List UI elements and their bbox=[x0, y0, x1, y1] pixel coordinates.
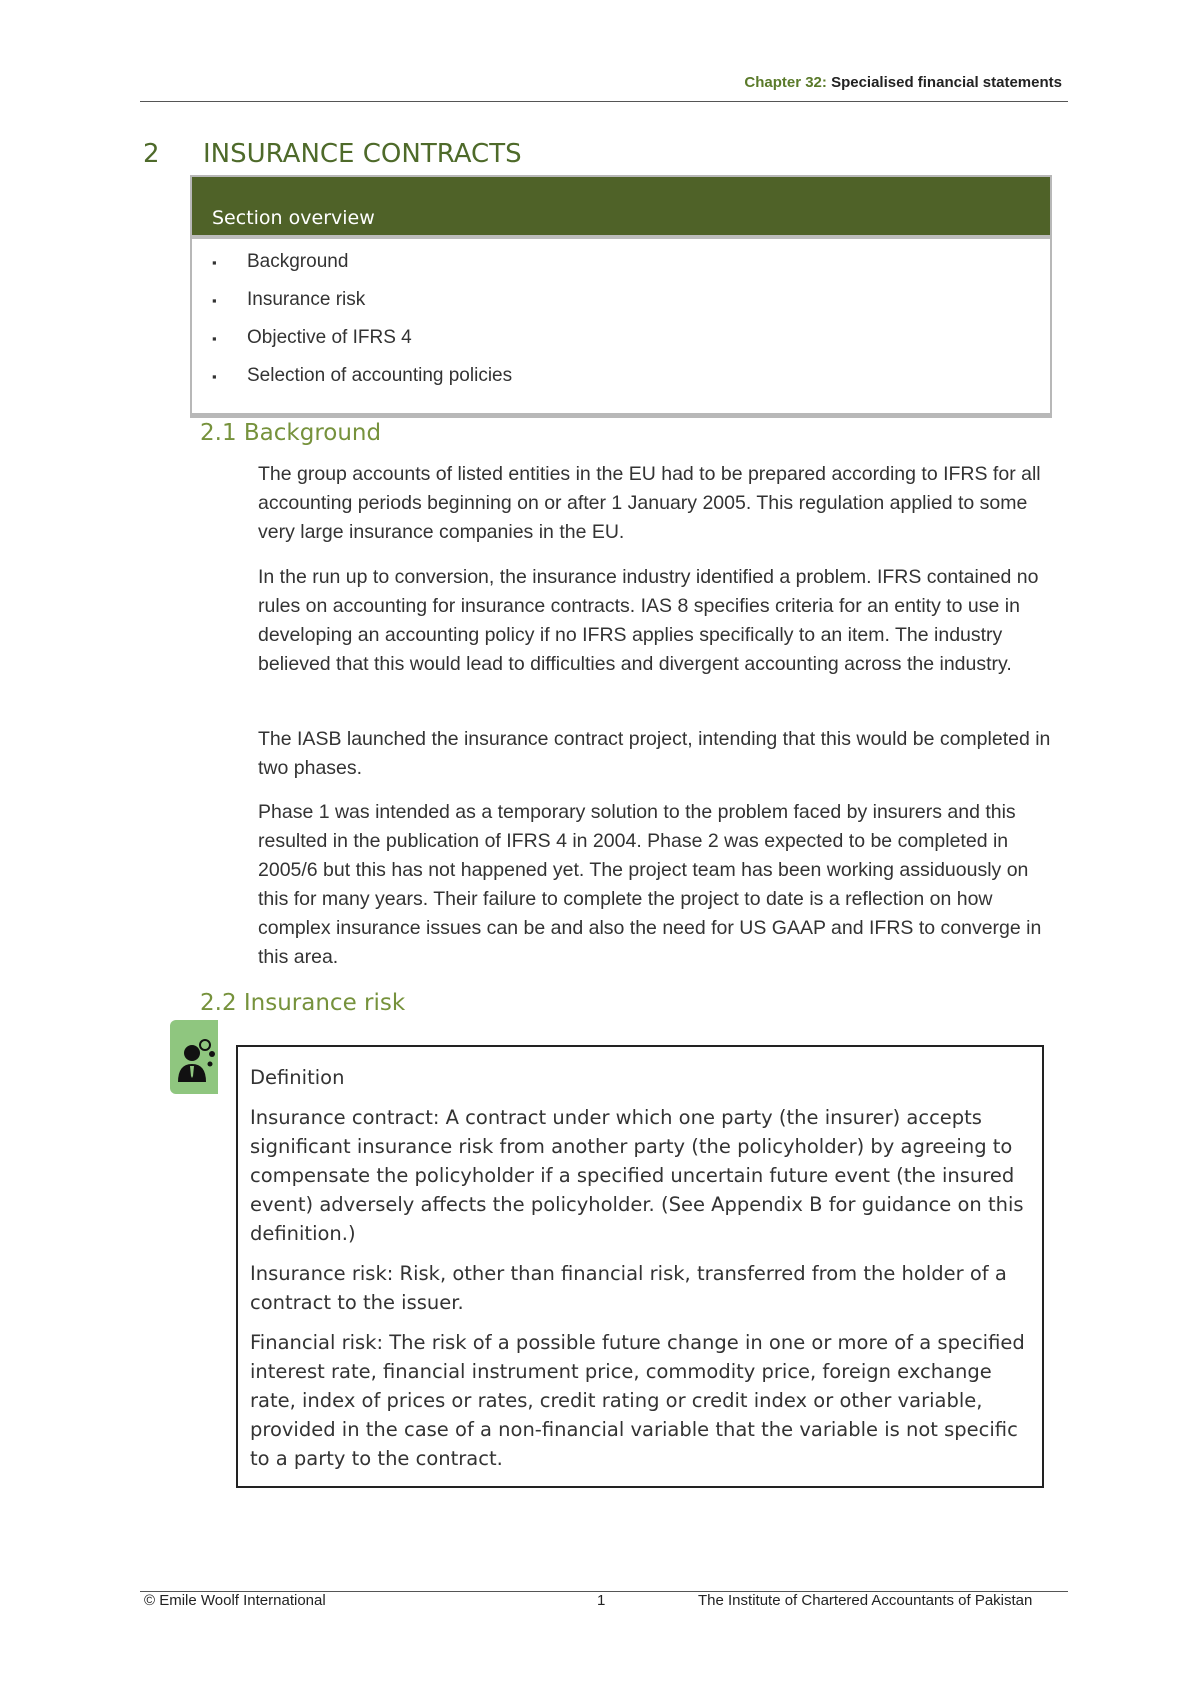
header-divider bbox=[140, 101, 1068, 102]
section-number: 2 bbox=[143, 139, 160, 169]
section-overview-bar bbox=[192, 177, 1050, 239]
background-paragraph: The group accounts of listed entities in the EU had to be prepared according to IFRS for all accounting periods beginning on or after 1 January 2005. This regulation applied to some very large insurance companies in the EU. bbox=[258, 463, 1041, 543]
definition-title: Definition bbox=[250, 1066, 345, 1089]
chapter-title: Specialised financial statements bbox=[831, 74, 1062, 91]
overview-item bbox=[212, 289, 1050, 327]
person-speaking-icon bbox=[170, 1020, 218, 1094]
section-overview-box bbox=[190, 175, 1052, 418]
definition-box bbox=[236, 1045, 1044, 1488]
overview-item-label: Selection of accounting policies bbox=[247, 365, 513, 386]
overview-item bbox=[212, 365, 1050, 403]
background-paragraph: In the run up to conversion, the insurance industry identified a problem. IFRS contained no rules on accounting for insurance contracts. IAS 8 specifies criteria for an entity to use in developing an accounting policy if no IFRS applies specifically to an item. The industry believed that this would lead to difficulties and divergent accounting across the industry. bbox=[258, 566, 1039, 675]
overview-item-label: Background bbox=[247, 251, 349, 272]
background-paragraph: Phase 1 was intended as a temporary solution to the problem faced by insurers and this resulted in the publication of IFRS 4 in 2004. Phase 2 was expected to be completed in 2005/6 but this has not happened yet. The project team has been working assiduously on this for many years. Their failure to complete the project to date is a reflection on how complex insurance issues can be and also the need for US GAAP and IFRS to converge in this area. bbox=[258, 801, 1042, 968]
chapter-label: Chapter 32: bbox=[744, 74, 827, 91]
bullet-icon: ▪ bbox=[212, 293, 217, 308]
overview-item-label: Insurance risk bbox=[247, 289, 366, 310]
overview-item-label: Objective of IFRS 4 bbox=[247, 327, 412, 348]
definition-text: Insurance risk: Risk, other than financial risk, transferred from the holder of a contract to the issuer. bbox=[250, 1262, 1007, 1314]
bullet-icon: ▪ bbox=[212, 369, 217, 384]
page-number: 1 bbox=[597, 1592, 606, 1609]
section-title: INSURANCE CONTRACTS bbox=[203, 139, 522, 169]
bullet-icon: ▪ bbox=[212, 331, 217, 346]
section-overview-list bbox=[192, 239, 1050, 403]
overview-item bbox=[212, 251, 1050, 289]
insurance-risk-heading: 2.2 Insurance risk bbox=[200, 990, 406, 1016]
definition-text: Financial risk: The risk of a possible future change in one or more of a specified interest rate, financial instrument price, commodity price, foreign exchange rate, index of prices or rates, credit rating or credit index or other variable, provided in the case of a non-financial variable that the variable is not specific to a party to the contract. bbox=[250, 1331, 1025, 1470]
definition-text: Insurance contract: A contract under which one party (the insurer) accepts significant insurance risk from another party (the policyholder) by agreeing to compensate the policyholder if a specified uncertain future event (the insured event) adversely affects the policyholder. (See Appendix B for guidance on this definition.) bbox=[250, 1106, 1024, 1245]
overview-item bbox=[212, 327, 1050, 365]
running-header bbox=[140, 74, 1062, 91]
footer-copyright: © Emile Woolf International bbox=[144, 1592, 326, 1609]
background-heading: 2.1 Background bbox=[200, 420, 382, 446]
footer-institute: The Institute of Chartered Accountants of Pakistan bbox=[698, 1592, 1033, 1609]
section-heading bbox=[143, 139, 522, 169]
section-overview-title: Section overview bbox=[212, 207, 375, 229]
background-paragraph: The IASB launched the insurance contract project, intending that this would be completed in two phases. bbox=[258, 728, 1051, 779]
bullet-icon: ▪ bbox=[212, 255, 217, 270]
